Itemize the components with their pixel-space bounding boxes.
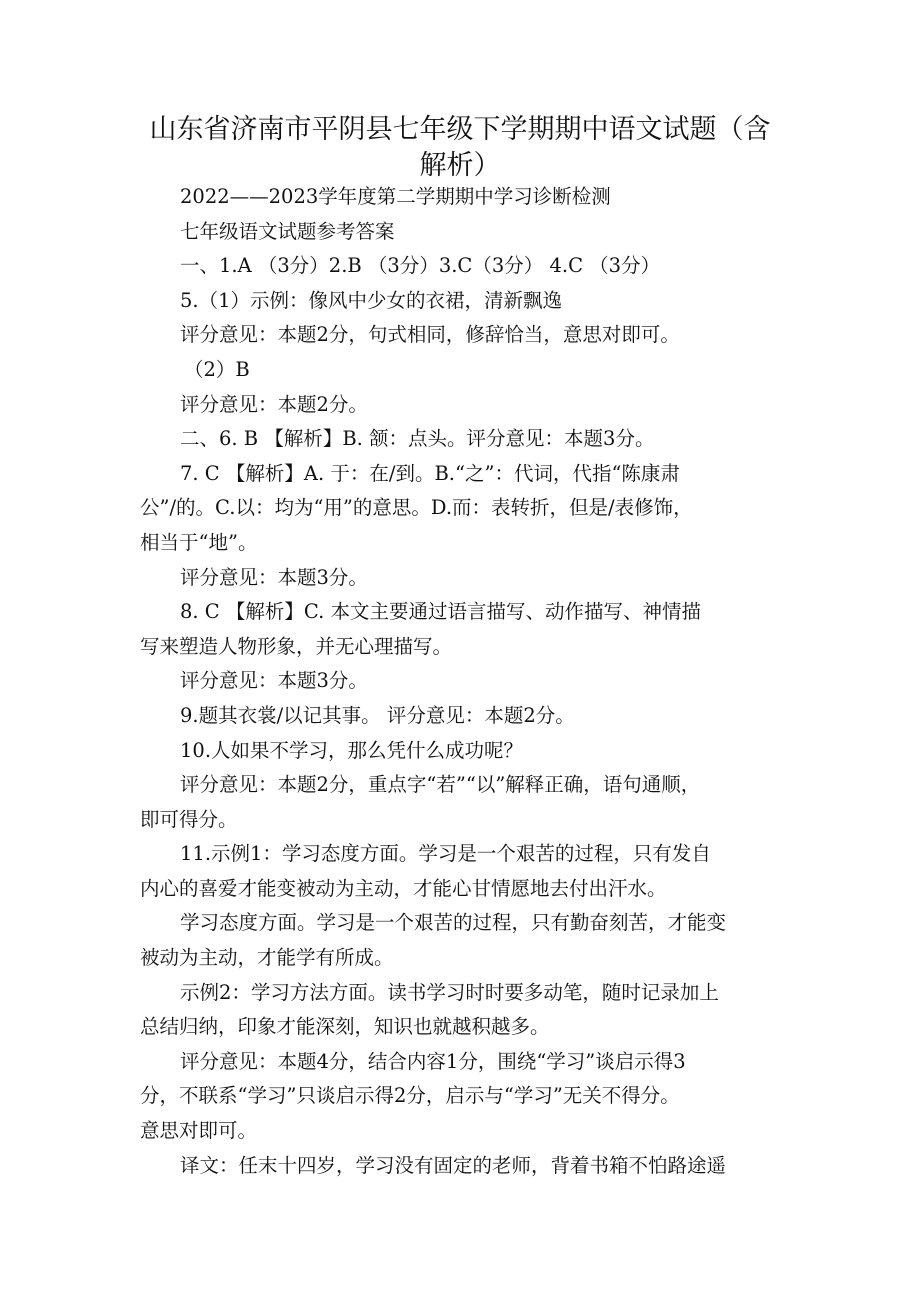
text-line: 被动为主动，才能学有所成。 (140, 946, 394, 970)
text-line: 评分意见：本题2分，句式相同，修辞恰当，意思对即可。 (180, 323, 680, 347)
text-line: 评分意见：本题2分，重点字“若”“以”解释正确，语句通顺， (180, 773, 701, 797)
text-line: 二、6. B 【解析】B. 颔：点头。评分意见：本题3分。 (180, 427, 655, 451)
text-line: 分，不联系“学习”只谈启示得2分，启示与“学习”无关不得分。 (140, 1084, 680, 1108)
text-line: 译文：任末十四岁，学习没有固定的老师，背着书箱不怕路途遥 (180, 1153, 727, 1177)
text-line: 意思对即可。 (140, 1119, 258, 1143)
text-line: 内心的喜爱才能变被动为主动，才能心甘情愿地去付出汗水。 (140, 876, 667, 900)
text-line: 8. C 【解析】C. 本文主要通过语言描写、动作描写、神情描 (180, 600, 702, 624)
text-line: 评分意见：本题4分，结合内容1分，围绕“学习”谈启示得3 (180, 1049, 686, 1073)
text-line: （2）B (184, 357, 250, 381)
answer-key-body (140, 180, 798, 1183)
text-line: 9.题其衣裳/以记其事。 评分意见：本题2分。 (180, 703, 575, 727)
text-line: 七年级语文试题参考答案 (180, 219, 395, 243)
text-line: 示例2：学习方法方面。读书学习时时要多动笔，随时记录加上 (180, 980, 719, 1004)
text-line: 一、1.A （3分）2.B （3分）3.C（3分） 4.C （3分） (180, 254, 661, 278)
text-line: 评分意见：本题3分。 (180, 669, 368, 693)
text-line: 2022——2023学年度第二学期期中学习诊断检测 (180, 185, 611, 208)
document-title: 山东省济南市平阴县七年级下学期期中语文试题（含解析） (149, 114, 771, 181)
text-line: 公”/的。C.以：均为“用”的意思。D.而：表转折，但是/表修饰， (140, 496, 693, 520)
text-line: 11.示例1：学习态度方面。学习是一个艰苦的过程，只有发自 (180, 842, 711, 866)
text-line: 相当于“地”。 (140, 530, 258, 554)
text-line: 写来塑造人物形象，并无心理描写。 (140, 634, 453, 658)
text-line: 总结归纳，印象才能深刻，知识也就越积越多。 (140, 1015, 550, 1039)
text-line: 学习态度方面。学习是一个艰苦的过程，只有勤奋刻苦，才能变 (180, 911, 727, 935)
text-line: 5.（1）示例：像风中少女的衣裙，清新飘逸 (180, 288, 563, 312)
text-line: 即可得分。 (140, 807, 238, 831)
text-line: 评分意见：本题3分。 (180, 565, 368, 589)
text-line: 10.人如果不学习，那么凭什么成功呢？ (180, 738, 524, 762)
text-line: 评分意见：本题2分。 (180, 392, 368, 416)
text-line: 7. C 【解析】A. 于：在/到。B.“之”：代词，代指“陈康肃 (180, 461, 680, 485)
